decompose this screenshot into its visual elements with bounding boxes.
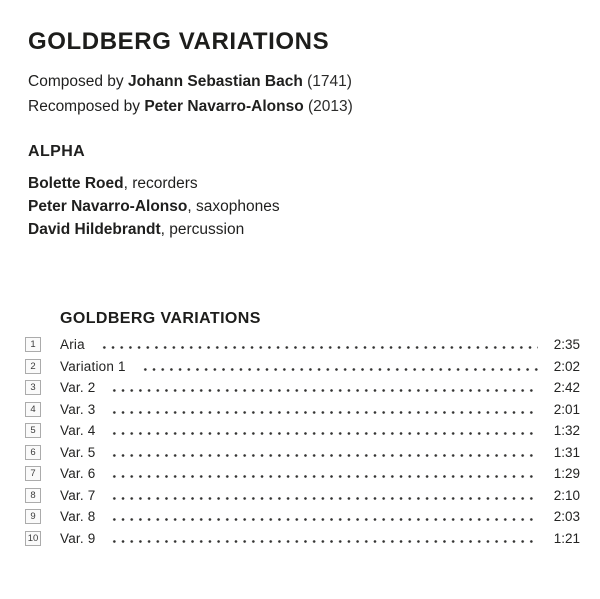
track-number-badge: 4 [25,402,41,417]
tracklist-heading: GOLDBERG VARIATIONS [60,310,261,327]
performer-instrument: , recorders [123,175,198,192]
track-row [0,485,600,507]
track-title: Var. 5 [60,444,96,460]
dotted-leader [110,497,538,500]
recomposed-prefix: Recomposed by [28,98,145,115]
track-title: Var. 8 [60,509,96,525]
track-title: Var. 6 [60,466,96,482]
ensemble-section [0,143,600,241]
recomposed-year: (2013) [303,98,353,115]
track-duration: 2:42 [553,380,580,396]
dotted-leader [110,432,538,435]
track-title: Var. 4 [60,423,96,439]
dotted-leader [110,411,538,414]
track-duration: 1:21 [553,530,580,546]
performer-row [28,218,600,241]
track-duration: 1:32 [553,423,580,439]
track-title: Var. 7 [60,487,96,503]
dotted-leader [141,368,538,371]
track-duration: 1:31 [553,444,580,460]
header [0,27,600,119]
track-duration: 2:02 [553,358,580,374]
track-row [0,356,600,378]
performer-row [28,195,600,218]
track-number-badge: 3 [25,380,41,395]
ensemble-members [28,172,600,241]
track-row [0,420,600,442]
track-title: Var. 3 [60,401,96,417]
performer-name: Bolette Roed [28,175,124,192]
dotted-leader [100,346,538,349]
track-row [0,442,600,464]
performer-instrument: , percussion [160,221,245,238]
performer-name: Peter Navarro-Alonso [28,198,188,215]
page-title: GOLDBERG VARIATIONS [28,28,330,55]
dotted-leader [110,518,538,521]
track-number-badge: 2 [25,359,41,374]
track-number-badge: 7 [25,466,41,481]
track-row [0,377,600,399]
track-number-badge: 5 [25,423,41,438]
tracklist-section [0,310,600,549]
track-row [0,528,600,550]
track-number-badge: 6 [25,445,41,460]
track-row [0,463,600,485]
track-number-badge: 10 [25,531,41,546]
dotted-leader [110,389,538,392]
performer-row [28,172,600,195]
ensemble-name: ALPHA [28,143,86,160]
credits [28,69,600,119]
dotted-leader [110,454,538,457]
track-title: Variation 1 [60,358,126,374]
recomposer-name: Peter Navarro-Alonso [144,98,304,115]
dotted-leader [110,475,538,478]
track-duration: 2:10 [553,487,580,503]
track-number-badge: 8 [25,488,41,503]
track-duration: 1:29 [553,466,580,482]
track-row [0,399,600,421]
track-duration: 2:35 [553,337,580,353]
composed-year: (1741) [302,73,352,90]
dotted-leader [110,540,538,543]
track-duration: 2:03 [553,509,580,525]
track-row [0,334,600,356]
performer-instrument: , saxophones [187,198,280,215]
track-title: Var. 2 [60,380,96,396]
composer-name: Johann Sebastian Bach [127,73,303,90]
track-number-badge: 1 [25,337,41,352]
track-title: Var. 9 [60,530,96,546]
performer-name: David Hildebrandt [28,221,161,238]
track-title: Aria [60,337,85,353]
composed-line [28,69,600,94]
track-number-badge: 9 [25,509,41,524]
recomposed-line [28,94,600,119]
track-row [0,506,600,528]
track-duration: 2:01 [553,401,580,417]
composed-prefix: Composed by [28,73,128,90]
